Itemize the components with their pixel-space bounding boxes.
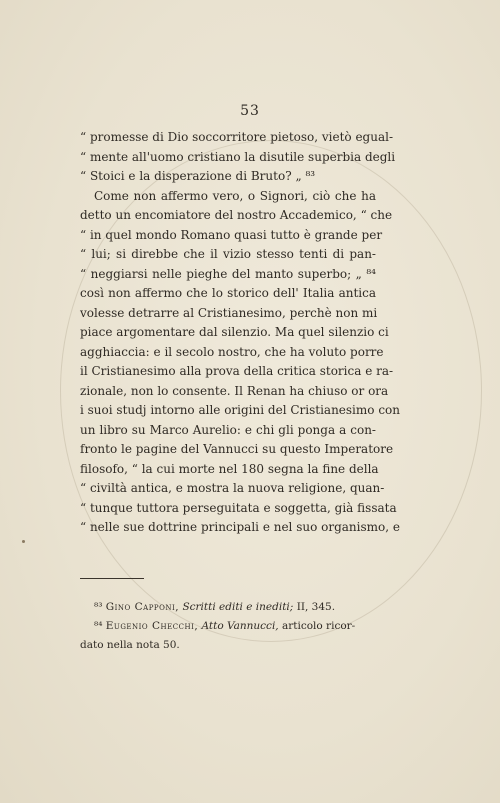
footnote-number: ⁸⁴ <box>94 620 103 632</box>
text-line: “ Stoici e la disperazione di Bruto? „ ⁸³ <box>80 169 316 183</box>
footnote-reference: II, 345. <box>296 601 336 613</box>
page-number: 53 <box>240 103 260 119</box>
body-text <box>80 128 400 538</box>
text-line: il Cristianesimo alla prova della critica storica e ra- <box>80 364 394 378</box>
text-line: “ nelle sue dottrine principali e nel suo organismo, e <box>80 520 400 534</box>
text-line: detto un encomiatore del nostro Accademico, “ che <box>80 208 393 222</box>
footnotes <box>80 598 380 655</box>
text-line: zionale, non lo consente. Il Renan ha chiuso or ora <box>80 383 389 398</box>
text-line: “ neggiarsi nelle pieghe del manto superbo; „ ⁸⁴ <box>80 266 376 281</box>
text-line: così non affermo che lo storico dell' Italia antica <box>80 286 376 300</box>
footnote-number: ⁸³ <box>94 601 103 613</box>
text-line: “ in quel mondo Romano quasi tutto è grande per <box>80 227 383 242</box>
paper-speck <box>22 540 25 543</box>
footnote-reference: articolo ricor- <box>281 620 356 632</box>
footnote-84-continuation: dato nella nota 50. <box>80 639 180 651</box>
footnote-separator <box>80 578 144 579</box>
footnote-author: Gino Capponi, <box>105 601 180 613</box>
text-line: “ civiltà antica, e mostra la nuova religione, quan- <box>80 481 385 495</box>
footnote-title: Atto Vannucci, <box>201 620 279 632</box>
text-line: agghiaccia: e il secolo nostro, che ha voluto porre <box>80 344 384 359</box>
text-line: volesse detrarre al Cristianesimo, perchè non mi <box>80 305 378 320</box>
text-line: “ mente all'uomo cristiano la disutile superbia degli <box>80 149 396 164</box>
text-line: filosofo, “ la cui morte nel 180 segna la fine della <box>80 461 379 476</box>
text-line: Come non affermo vero, o Signori, ciò che ha <box>94 188 376 203</box>
footnote-author: Eugenio Checchi, <box>105 620 199 632</box>
footnote-title: Scritti editi e inediti; <box>182 601 294 613</box>
text-line: un libro su Marco Aurelio: e chi gli ponga a con- <box>80 422 376 437</box>
text-line: fronto le pagine del Vannucci su questo Imperatore <box>80 442 394 456</box>
text-line: “ promesse di Dio soccorritore pietoso, vietò egual- <box>80 130 394 144</box>
footnote-84 <box>80 617 380 636</box>
footnote-83 <box>80 598 380 617</box>
text-line: “ lui; si direbbe che il vizio stesso tenti di pan- <box>80 247 376 261</box>
text-line: “ tunque tuttora perseguitata e soggetta, già fissata <box>80 500 397 515</box>
text-line: i suoi studj intorno alle origini del Cristianesimo con <box>80 403 400 417</box>
text-line: piace argomentare dal silenzio. Ma quel silenzio ci <box>80 325 389 339</box>
